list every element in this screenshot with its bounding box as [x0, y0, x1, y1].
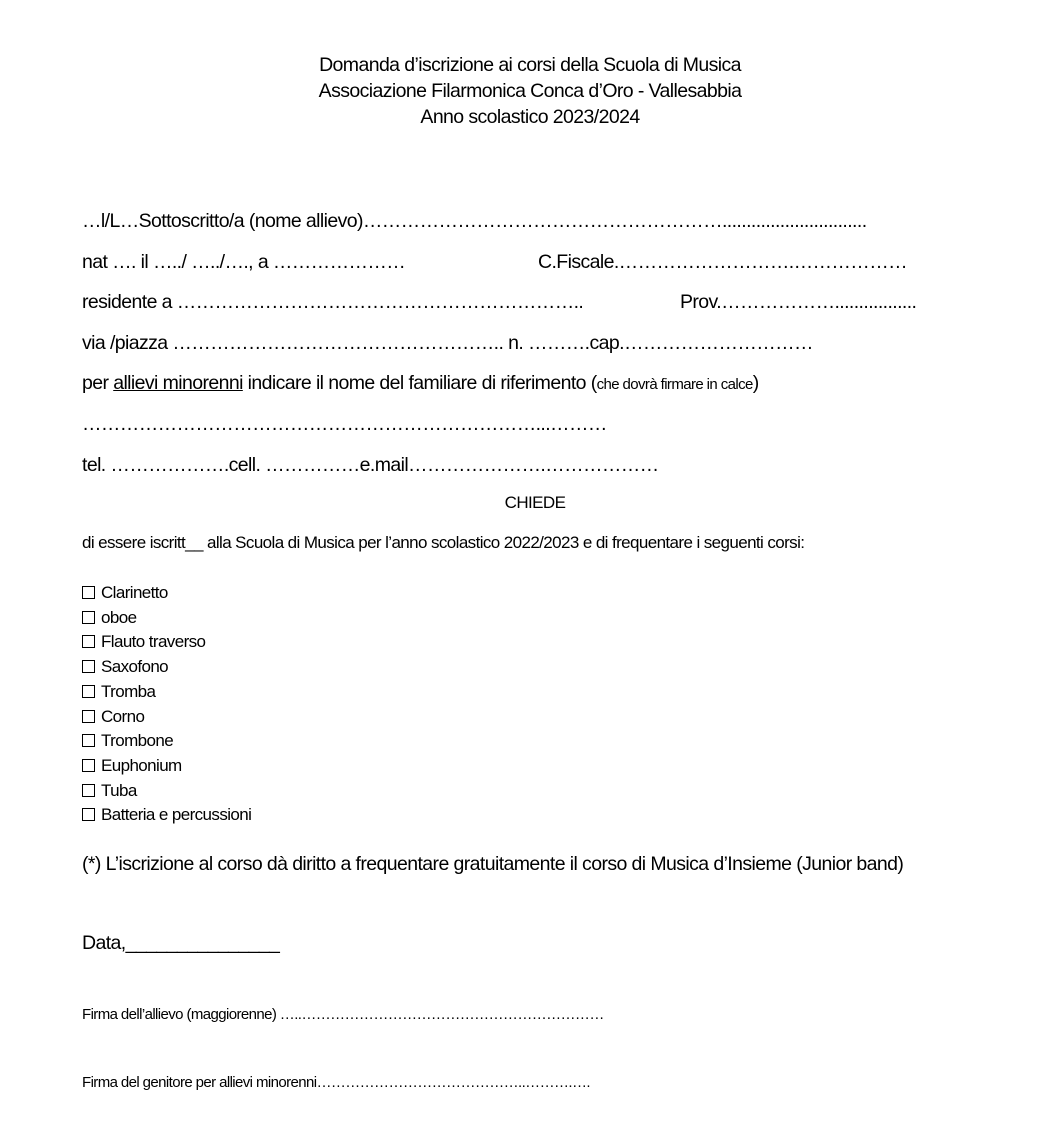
course-label: Tuba	[101, 780, 137, 800]
course-label: Batteria e percussioni	[101, 805, 252, 825]
checkbox-icon[interactable]	[82, 734, 95, 747]
course-label: oboe	[101, 607, 137, 627]
minor-guardian-instruction	[82, 372, 759, 395]
course-label: Flauto traverso	[101, 632, 206, 652]
guardian-sign-note: che dovrà firmare in calce	[596, 376, 753, 393]
course-label: Trombone	[101, 731, 174, 751]
course-label: Saxofono	[101, 657, 169, 677]
minor-close-paren: )	[752, 372, 759, 394]
parent-signature-line: Firma del genitore per allievi minorenni……………………………………..……….….	[82, 1074, 590, 1091]
province-field: Prov.……………….................	[680, 291, 917, 313]
course-item	[82, 606, 251, 631]
minor-prefix: per	[82, 372, 114, 394]
course-item	[82, 803, 251, 828]
student-name-field: …l/L…Sottoscritto/a (nome allievo)…………………………………………………..............................	[82, 210, 867, 232]
guardian-name-field: ………………………………………………………………...………	[82, 413, 607, 435]
course-item	[82, 779, 251, 804]
contact-fields: tel. ……………….cell. ……………e.mail………………….………………	[82, 454, 659, 476]
checkbox-icon[interactable]	[82, 685, 95, 698]
document-header	[0, 52, 1048, 130]
course-item	[82, 754, 251, 779]
checkbox-icon[interactable]	[82, 710, 95, 723]
minor-students-label: allievi minorenni	[113, 372, 243, 394]
junior-band-note: (*) L’iscrizione al corso dà diritto a frequentare gratuitamente il corso di Musica d’Insieme (Junior band)	[82, 853, 904, 875]
course-label: Corno	[101, 706, 145, 726]
course-list	[82, 581, 251, 828]
request-intro: di essere iscritt__ alla Scuola di Musica per l’anno scolastico 2022/2023 e di frequentare i seguenti corsi:	[82, 533, 805, 552]
course-item	[82, 729, 251, 754]
residence-field: residente a ………………………………………………………..	[82, 291, 584, 313]
course-item	[82, 581, 251, 606]
course-item	[82, 630, 251, 655]
course-label: Tromba	[101, 681, 156, 701]
minor-suffix: indicare il nome del familiare di riferimento (	[242, 372, 597, 394]
header-association: Associazione Filarmonica Conca d’Oro - Vallesabbia	[318, 80, 742, 102]
header-title: Domanda d’iscrizione ai corsi della Scuola di Musica	[319, 54, 741, 76]
checkbox-icon[interactable]	[82, 759, 95, 772]
tax-code-field: C.Fiscale.……………………….………………	[538, 251, 908, 273]
checkbox-icon[interactable]	[82, 784, 95, 797]
birth-field: nat …. il …../ …../…., a …………………	[82, 251, 406, 273]
student-signature-line: Firma dell’allievo (maggiorenne) …..………………………………………………………	[82, 1006, 604, 1023]
course-item	[82, 680, 251, 705]
request-heading: CHIEDE	[504, 493, 566, 512]
checkbox-icon[interactable]	[82, 660, 95, 673]
checkbox-icon[interactable]	[82, 586, 95, 599]
checkbox-icon[interactable]	[82, 635, 95, 648]
course-label: Clarinetto	[101, 583, 168, 602]
course-item	[82, 705, 251, 730]
address-field: via /piazza …………………………………………….. n. ……….cap.…………………………	[82, 332, 813, 354]
course-item	[82, 655, 251, 680]
course-label: Euphonium	[101, 755, 182, 775]
header-school-year: Anno scolastico 2023/2024	[420, 106, 640, 128]
checkbox-icon[interactable]	[82, 611, 95, 624]
checkbox-icon[interactable]	[82, 808, 95, 821]
date-field: Data,_______________	[82, 932, 280, 954]
